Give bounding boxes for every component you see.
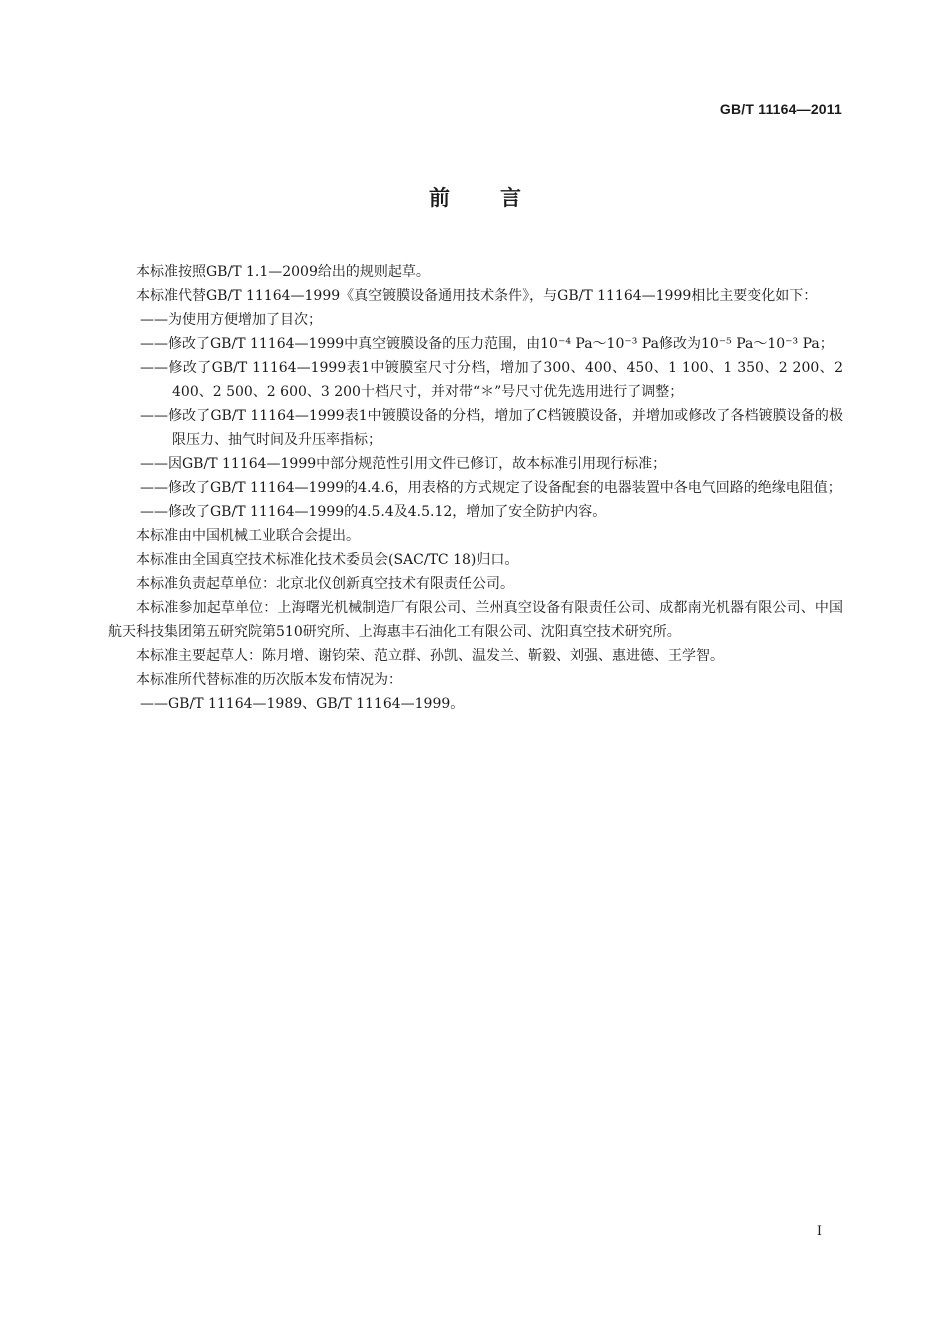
- paragraph: 本标准负责起草单位：北京北仪创新真空技术有限责任公司。: [136, 576, 514, 592]
- paragraph: 本标准按照GB/T 1.1—2009给出的规则起草。: [136, 264, 430, 280]
- paragraph: 本标准由中国机械工业联合会提出。: [136, 528, 360, 544]
- change-list-item: ——修改了GB/T 11164—1999中真空镀膜设备的压力范围，由10⁻⁴ Pa～10⁻³ Pa修改为10⁻⁵ Pa～10⁻³ Pa；: [140, 336, 834, 352]
- page-number: I: [816, 1224, 822, 1239]
- change-list-item: ——修改了GB/T 11164—1999的4.4.6，用表格的方式规定了设备配套的电器装置中各电气回路的绝缘电阻值；: [140, 480, 842, 496]
- change-list-item: ——修改了GB/T 11164—1999表1中镀膜设备的分档，增加了C档镀膜设备，并增加或修改了各档镀膜设备的极限压力、抽气时间及升压率指标；: [140, 408, 843, 448]
- paragraph: 本标准主要起草人：陈月增、谢钧荣、范立群、孙凯、温发兰、靳毅、刘强、惠进德、王学智。: [136, 648, 724, 664]
- paragraph: 本标准所代替标准的历次版本发布情况为：: [136, 672, 402, 688]
- change-list-item: ——为使用方便增加了目次；: [140, 312, 322, 328]
- paragraph: 本标准参加起草单位：上海曙光机械制造厂有限公司、兰州真空设备有限责任公司、成都南光机器有限公司、中国航天科技集团第五研究院第510研究所、上海惠丰石油化工有限公司、沈阳真空技术研究所。: [108, 600, 843, 640]
- change-list-item: ——修改了GB/T 11164—1999的4.5.4及4.5.12，增加了安全防护内容。: [140, 504, 607, 520]
- change-list-item: ——因GB/T 11164—1999中部分规范性引用文件已修订，故本标准引用现行标准；: [140, 456, 667, 472]
- paragraph: 本标准代替GB/T 11164—1999《真空镀膜设备通用技术条件》，与GB/T 11164—1999相比主要变化如下：: [136, 288, 818, 304]
- version-history-item: ——GB/T 11164—1989、GB/T 11164—1999。: [140, 696, 465, 712]
- page-title: 前言: [429, 186, 571, 210]
- standard-code: GB/T 11164—2011: [719, 101, 842, 117]
- change-list-item: ——修改了GB/T 11164—1999表1中镀膜室尺寸分档，增加了300、400、450、1 100、1 350、2 200、2 400、2 500、2 600、3 200十档尺寸，并对带“＊”号尺寸优先选用进行了调整；: [140, 360, 843, 400]
- foreword-body: [108, 260, 843, 716]
- paragraph: 本标准由全国真空技术标准化技术委员会(SAC/TC 18)归口。: [136, 552, 519, 568]
